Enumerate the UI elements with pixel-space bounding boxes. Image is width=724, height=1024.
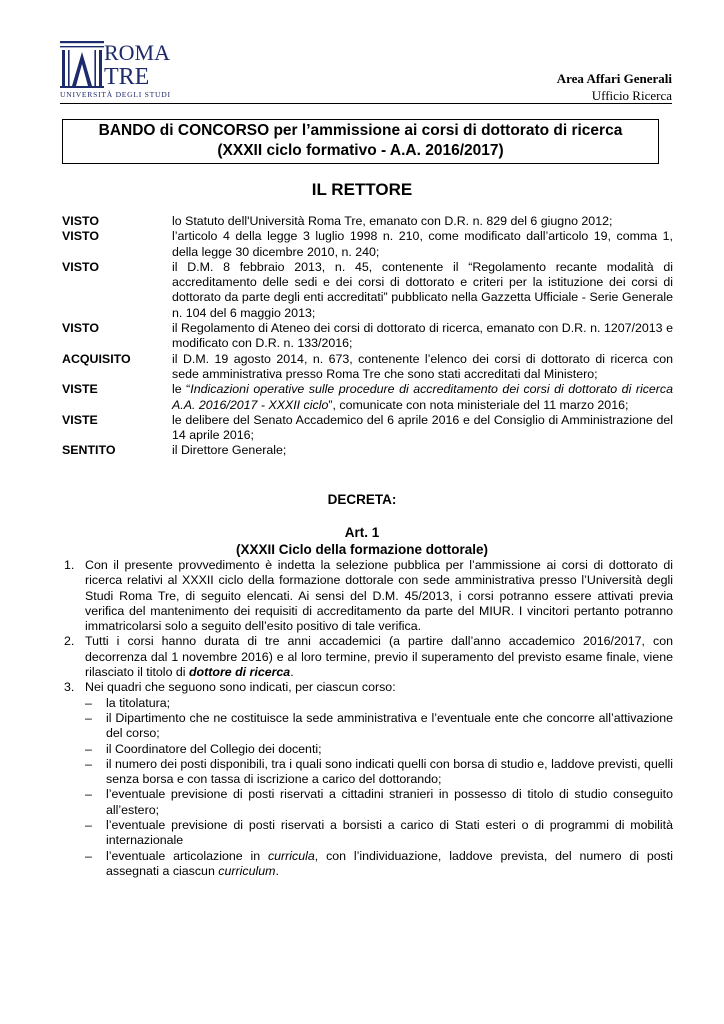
sub-list-item	[62, 696, 673, 711]
recital-row	[62, 229, 673, 260]
sub-item-text: la titolatura;	[106, 695, 171, 710]
item-number: 2.	[64, 634, 75, 649]
sub-item-text-pre: l’eventuale articolazione in	[106, 848, 268, 863]
recital-label: VISTO	[62, 214, 99, 228]
dash-bullet: –	[85, 787, 92, 802]
sub-item-text: il Dipartimento che ne costituisce la sede amministrativa e l’eventuale ente che concorre all’attivazione del corso;	[106, 710, 673, 741]
dash-bullet: –	[85, 741, 92, 756]
recital-text: il Regolamento di Ateneo dei corsi di dottorato di ricerca, emanato con D.R. n. 1207/2013 e modificato con D.R. n. 133/2016;	[172, 321, 673, 351]
recital-label: VISTO	[62, 259, 99, 274]
recital-text: lo Statuto dell'Università Roma Tre, emanato con D.R. n. 829 del 6 giugno 2012;	[172, 214, 613, 228]
recital-row	[62, 214, 673, 229]
document-title-box	[62, 119, 659, 164]
office-name: Ufficio Ricerca	[591, 88, 672, 103]
sub-item-text	[106, 849, 673, 880]
item-text: Nei quadri che seguono sono indicati, per ciascun corso:	[85, 680, 396, 695]
sub-list-item	[62, 757, 673, 788]
recital-text: le delibere del Senato Accademico del 6 aprile 2016 e del Consiglio di Amministrazione del 14 aprile 2016;	[172, 412, 673, 443]
recital-label: SENTITO	[62, 443, 116, 458]
recital-text: l’articolo 4 della legge 3 luglio 1998 n. 210, come modificato dall’articolo 19, comma 1, della legge 30 dicembre 2010, n. 240;	[172, 229, 673, 259]
sub-item-text: l’eventuale previsione di posti riservati a borsisti a carico di Stati esteri o di programmi di mobilità internazionale	[106, 818, 673, 848]
logo-word-tre: TRE	[104, 64, 150, 90]
recital-row	[62, 382, 673, 413]
sub-item-text-italic: curricula	[267, 848, 315, 863]
roma-tre-logo-icon	[60, 38, 172, 100]
recital-text-post: ”, comunicate con nota ministeriale del 11 marzo 2016;	[328, 397, 629, 412]
rettore-heading: IL RETTORE	[311, 180, 413, 199]
sub-list-item	[62, 742, 673, 757]
item-text	[85, 634, 673, 680]
list-item	[62, 680, 673, 695]
article-title: (XXXII Ciclo della formazione dottorale)	[235, 542, 489, 557]
recital-row	[62, 260, 673, 321]
header-divider	[60, 103, 672, 104]
sub-item-text-italic-2: curriculum	[218, 863, 276, 878]
sub-item-text: il Coordinatore del Collegio dei docenti;	[106, 741, 322, 756]
recital-label: VISTO	[62, 321, 99, 336]
dash-bullet: –	[85, 818, 92, 833]
recital-row	[62, 321, 673, 352]
sub-list-item	[62, 849, 673, 880]
recital-text: il D.M. 8 febbraio 2013, n. 45, contenente il “Regolamento recante modalità di accreditamento delle sedi e dei corsi di dottorato e criteri per la istituzione dei corsi di dottorato da parte degli enti accreditati” pubblicato nella Gazzetta Ufficiale - Serie Generale n. 104 del 6 maggio 2013;	[172, 259, 673, 320]
recital-label: VISTO	[62, 229, 99, 244]
list-item	[62, 634, 673, 680]
item-text-bold-italic: dottore di ricerca	[188, 665, 291, 680]
recital-row	[62, 352, 673, 383]
sub-list-item	[62, 818, 673, 849]
title-line-1: BANDO di CONCORSO per l’ammissione ai corsi di dottorato di ricerca	[98, 122, 623, 139]
item-number: 1.	[64, 558, 75, 572]
item-text: Con il presente provvedimento è indetta la selezione pubblica per l’ammissione ai corsi di dottorato di ricerca relativi al XXXII ciclo della formazione dottorale con sede amministrativa presso l’Università degli Studi Roma Tre, di seguito elencati. Ai sensi del D.M. 45/2013, i corsi potranno essere attivati previa verifica del mantenimento dei requisiti di accreditamento da parte del MIUR. I vincitori pertanto potranno immatricolarsi solo a seguito dell’esito positivo di tale verifica.	[85, 558, 673, 634]
recital-text: il Direttore Generale;	[172, 443, 287, 458]
dash-bullet: –	[85, 695, 92, 710]
decreta-heading: DECRETA:	[327, 492, 397, 507]
dash-bullet: –	[85, 848, 92, 863]
recital-text-italic: Indicazioni operative sulle procedure di accreditamento dei corsi di dottorato di ricerca A.A. 2016/2017 - XXXII ciclo	[172, 382, 674, 412]
article-number: Art. 1	[344, 525, 380, 540]
logo-word-roma: ROMA	[104, 40, 171, 65]
item-number: 3.	[64, 680, 75, 695]
university-logo	[60, 38, 172, 100]
office-heading	[557, 70, 672, 104]
dash-bullet: –	[85, 756, 92, 771]
item-text-pre: Tutti i corsi hanno durata di tre anni accademici (a partire dall’anno accademico 2016/2017, con decorrenza dal 1 novembre 2016) e al loro termine, previo il superamento del previsto esame finale, viene rilasciato il titolo di	[85, 634, 673, 680]
sub-item-text: il numero dei posti disponibili, tra i quali sono indicati quelli con borsa di studio e, laddove previsti, quelli senza borsa e con tassa di iscrizione a carico del dottorando;	[106, 756, 673, 787]
recital-text-pre: le “	[172, 382, 191, 397]
recital-text	[172, 382, 673, 413]
sub-list-item	[62, 787, 673, 818]
title-line-2: (XXXII ciclo formativo - A.A. 2016/2017)	[217, 142, 504, 159]
sub-item-text-post: .	[275, 863, 279, 878]
recital-row	[62, 413, 673, 444]
article-heading	[0, 524, 724, 558]
recital-label: VISTE	[62, 412, 98, 427]
dash-bullet: –	[85, 710, 92, 725]
area-name: Area Affari Generali	[556, 71, 672, 86]
recitals-list	[62, 214, 673, 459]
sub-list-item	[62, 711, 673, 742]
sub-item-text-mid: , con l’individuazione, laddove prevista, del numero di posti assegnati a ciascun	[106, 848, 673, 878]
recital-text: il D.M. 19 agosto 2014, n. 673, contenente l’elenco dei corsi di dottorato di ricerca con sede amministrativa presso Roma Tre che sono stati accreditati dal Ministero;	[172, 351, 673, 381]
article-body	[62, 558, 673, 879]
item-text-post: .	[290, 665, 294, 680]
list-item	[62, 558, 673, 634]
recital-label: ACQUISITO	[62, 351, 131, 366]
sub-item-text: l’eventuale previsione di posti riservati a cittadini stranieri in possesso di titolo di studio conseguito all’estero;	[106, 787, 673, 817]
recital-row	[62, 443, 673, 458]
logo-subtitle: UNIVERSITÀ DEGLI STUDI	[60, 90, 170, 99]
recital-label: VISTE	[62, 382, 98, 397]
